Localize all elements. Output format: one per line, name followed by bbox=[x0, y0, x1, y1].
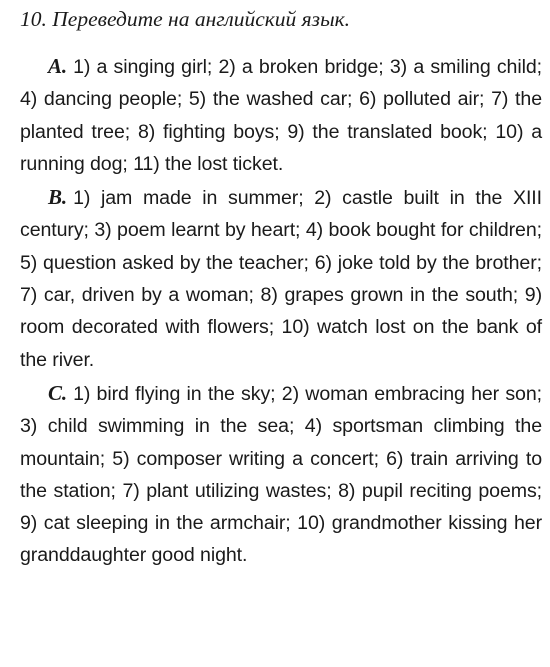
section-a-text: 1) a singing girl; 2) a broken bridge; 3) a smiling child; 4) dancing people; 5) the washed car; 6) polluted air; 7) the planted tree; 8) fighting boys; 9) the translated book; 10) a running dog; 11) the lost ticket. bbox=[20, 56, 542, 175]
exercise-title: 10. Переведите на английский язык. bbox=[20, 7, 351, 31]
section-a bbox=[20, 50, 542, 180]
section-c-label: C. bbox=[48, 380, 68, 405]
section-b-text: 1) jam made in summer; 2) castle built in the XIII century; 3) poem learnt by heart; 4) book bought for children; 5) question asked by the teacher; 6) joke told by the brother; 7) car, driven by a woman; 8) grapes grown in the south; 9) room decorated with flowers; 10) watch lost on the bank of the river. bbox=[20, 187, 542, 371]
section-b-label: B. bbox=[48, 185, 68, 210]
section-a-label: A. bbox=[48, 54, 68, 78]
section-b bbox=[20, 181, 542, 376]
section-c bbox=[20, 377, 542, 572]
section-c-text: 1) bird flying in the sky; 2) woman embracing her son; 3) child swimming in the sea; 4) sportsman climbing the mountain; 5) composer writing a concert; 6) train arriving to the station; 7) plant utilizing wastes; 8) pupil reciting poems; 9) cat sleeping in the armchair; 10) grandmother kissing her granddaughter good night. bbox=[20, 382, 542, 567]
